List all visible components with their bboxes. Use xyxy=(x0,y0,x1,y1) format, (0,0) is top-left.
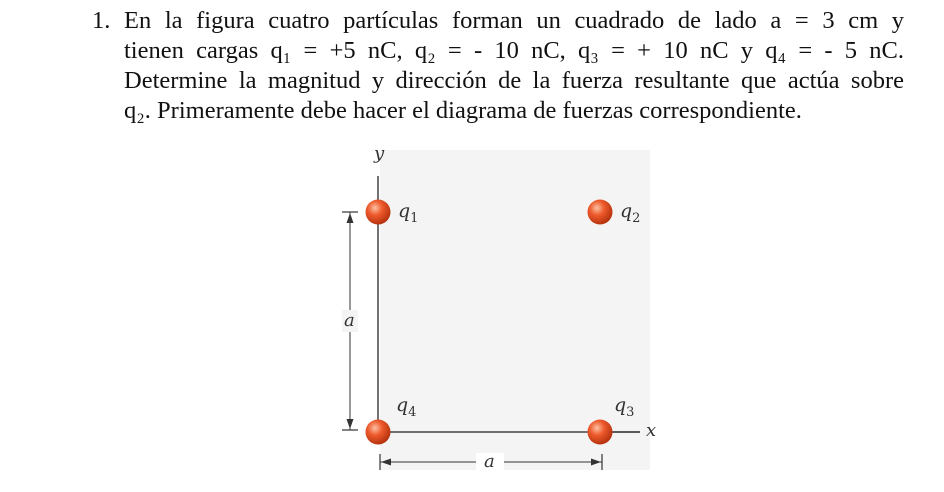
q1-letter: q xyxy=(398,200,411,222)
charge-square-diagram xyxy=(330,140,680,492)
diagram-graphics xyxy=(330,140,680,492)
y-axis-label: y xyxy=(374,143,385,164)
square-region xyxy=(380,150,650,470)
q3-letter: q xyxy=(614,394,627,416)
particle-q3 xyxy=(588,420,613,445)
vertical-side-label: a xyxy=(344,310,355,331)
q4-letter: q xyxy=(396,394,409,416)
charge-label-q3 xyxy=(614,394,634,420)
particle-q2 xyxy=(588,200,613,225)
q2-letter: q xyxy=(620,200,633,222)
charge-label-q2 xyxy=(620,200,640,226)
problem-number: 1. xyxy=(92,7,111,34)
particle-q1 xyxy=(366,200,391,225)
q2-subscript: 2 xyxy=(632,210,641,226)
charge-label-q4 xyxy=(396,394,416,420)
vertical-arrow-up xyxy=(347,213,354,223)
horizontal-side-label: a xyxy=(484,451,495,472)
problem-line-4: q₂. Primeramente debe hacer el diagrama de fuerzas correspondiente. xyxy=(124,97,802,124)
x-axis-label: x xyxy=(646,420,657,441)
charge-label-q1 xyxy=(398,200,418,226)
q3-subscript: 3 xyxy=(626,404,635,420)
q4-subscript: 4 xyxy=(408,404,417,420)
vertical-arrow-down xyxy=(347,419,354,429)
problem-line-1: En la figura cuatro partículas forman un cuadrado de lado a = 3 cm y xyxy=(124,7,904,34)
q1-subscript: 1 xyxy=(410,210,419,226)
particle-q4 xyxy=(366,420,391,445)
problem-line-3: Determine la magnitud y dirección de la fuerza resultante que actúa sobre xyxy=(124,67,904,94)
problem-line-2: tienen cargas q₁ = +5 nC, q₂ = - 10 nC, q₃ = + 10 nC y q₄ = - 5 nC. xyxy=(124,37,904,64)
